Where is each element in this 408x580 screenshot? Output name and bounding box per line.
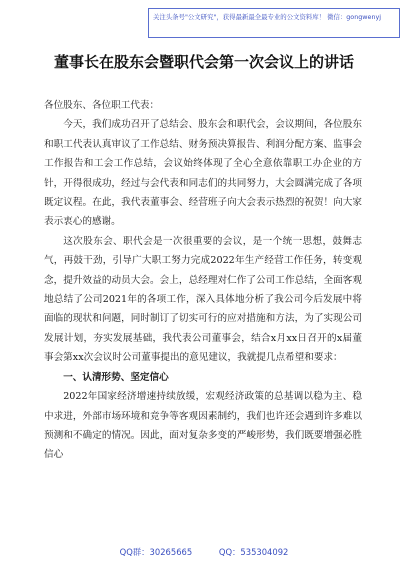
header-notice-box xyxy=(148,8,400,38)
section-paragraph: 2022年国家经济增速持续放缓，宏观经济政策的总基调以稳为主、稳中求进，外部市场环境和竞争等客观因素制约，我们也许还会遇到许多难以预测和不确定的情况。因此，面对复杂多变的严峻形势，我们既要增强必胜信心 xyxy=(44,391,362,461)
footer-qq-group: QQ群：30265665 xyxy=(119,547,193,557)
section-heading: 一、认清形势、坚定信心 xyxy=(63,371,169,383)
paragraph-2: 这次股东会、职代会是一次很重要的会议，是一个统一思想，鼓舞志气，再鼓干劲，引导广大职工努力完成2022年生产经营工作任务，转变观念，提升效益的动员大会。会上，总经理对仁作了公司工作总结，全面客观地总结了公司2021年的各项工作，深入具体地分析了我公司今后发展中将面临的现状和问题，同时制订了切实可行的应对措施和方法，为了实现公司发展计划，夯实发展基础，我代表公司董事会，结合x月xx日召开的x届董事会第xx次会议时公司董事提出的意见建议，我就提几点希望和要求： xyxy=(44,235,362,364)
footer-contact xyxy=(0,543,408,561)
salutation: 各位股东、各位职工代表： xyxy=(44,100,160,111)
paragraph-1: 今天，我们成功召开了总结会、股东会和职代会，会议期间，各位股东和职工代表认真审议了工作总结、财务预决算报告、利润分配方案、监事会工作报告和工会工作总结，会议始终体现了全心全意依靠职工办企业的方针，开得很成功，经过与会代表和同志们的共同努力，大会圆满完成了各项既定议程。在此，我代表董事会、经营班子向大会表示热烈的祝贺！向大家表示衷心的感谢。 xyxy=(44,119,362,228)
header-notice-text: 关注头条号"公文研究"，获得最新最全最专业的公文资料库！ 微信：gongwenyj xyxy=(153,13,382,21)
document-title: 董事长在股东会暨职代会第一次会议上的讲话 xyxy=(53,53,354,71)
footer-qq: QQ：535304092 xyxy=(218,547,289,557)
document-body xyxy=(44,96,362,465)
